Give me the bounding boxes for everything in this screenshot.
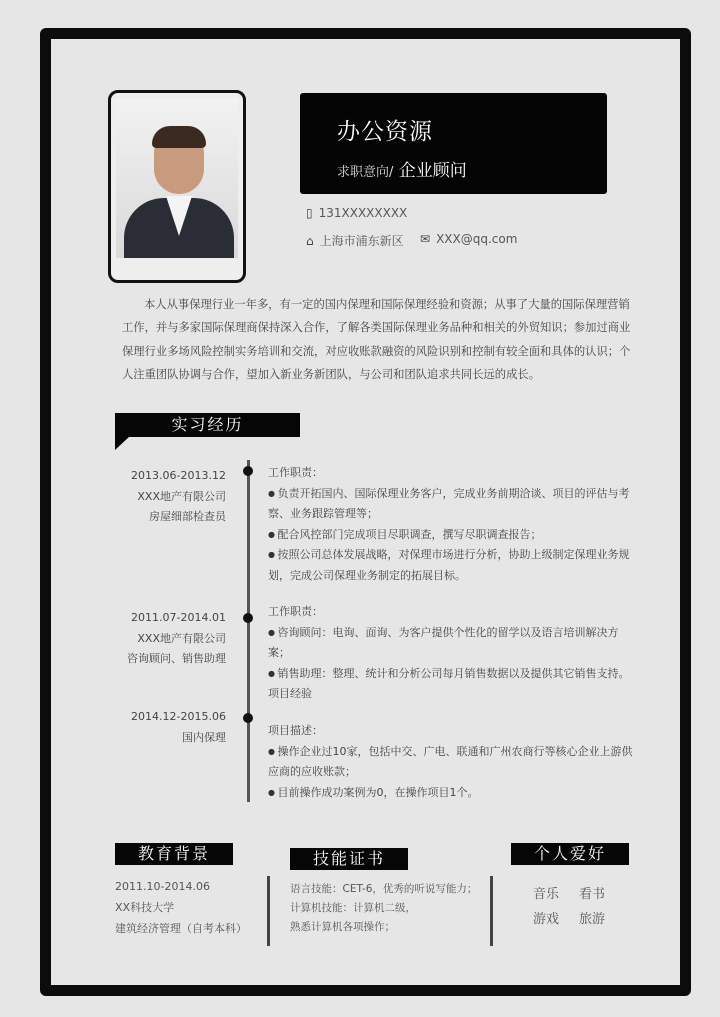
date: 2013.06-2013.12	[131, 469, 226, 482]
self-summary: 本人从事保理行业一年多，有一定的国内保理和国际保理经验和资源；从事了大量的国际保理营销工作，并与多家国际保理商保持深入合作，了解各类国际保理业务品种和相关的外贸知识；参加过商业保理行业多场风险控制实务培训和交流，对应收账款融资的风险识别和控制有较全面和具体的认识；个人注重团队协调与合作，望加入新业务新团队，与公司和团队追求共同长远的成长。	[122, 298, 631, 381]
bullet: ● 配合风控部门完成项目尽职调查，撰写尽职调查报告；	[268, 525, 633, 546]
mail-icon: ✉	[420, 232, 431, 246]
phone: 131XXXXXXXX	[318, 206, 408, 220]
divider	[490, 876, 493, 946]
edu-date: 2011.10-2014.06	[115, 880, 210, 893]
experience-meta	[131, 707, 226, 748]
name-box	[300, 93, 607, 194]
section-tab-triangle	[115, 437, 129, 450]
bullet: ● 按照公司总体发展战略，对保理市场进行分析，协助上级制定保理业务规划，完成公司保理业务制定的拓展目标。	[268, 545, 633, 586]
email: XXX@qq.com	[436, 232, 518, 246]
divider	[267, 876, 270, 946]
role: 房屋细部检查员	[149, 510, 226, 523]
intent-value: 企业顾问	[393, 161, 467, 181]
timeline-dot	[243, 713, 253, 723]
section-skills-title: 技能证书	[290, 848, 408, 870]
date: 2011.07-2014.01	[131, 611, 226, 624]
experience-meta	[127, 608, 226, 670]
skill-line: 熟悉计算机各项操作；	[290, 921, 395, 933]
heading: 工作职责：	[268, 466, 323, 479]
education-details	[115, 876, 247, 939]
section-subheading: 项目经验	[268, 687, 312, 700]
phone-row	[306, 206, 407, 220]
section-hobbies-title: 个人爱好	[511, 843, 629, 865]
section-education-title: 教育背景	[115, 843, 233, 865]
address: 上海市浦东新区	[319, 234, 404, 248]
experience-details	[268, 602, 633, 705]
bullet: ● 目前操作成功案例为0，在操作项目1个。	[268, 783, 633, 804]
profile-photo	[108, 90, 246, 283]
company: 国内保理	[182, 730, 226, 744]
section-experience-title: 实习经历	[115, 413, 300, 437]
hobby: 游戏	[533, 912, 560, 927]
edu-major: 建筑经济管理（自考本科）	[115, 922, 247, 935]
address-row	[306, 232, 404, 249]
timeline-dot	[243, 613, 253, 623]
company: XXX地产有限公司	[137, 631, 226, 645]
avatar	[116, 98, 238, 258]
hobby: 旅游	[579, 912, 606, 927]
candidate-name: 办公资源	[337, 119, 433, 145]
company: XXX地产有限公司	[137, 489, 226, 503]
email-row	[420, 232, 517, 246]
skill-line: 语言技能：CET-6，优秀的听说写能力；	[290, 883, 478, 895]
role: 咨询顾问、销售助理	[127, 652, 226, 665]
timeline-line	[247, 460, 250, 802]
bullet: ● 咨询顾问：电询、面询、为客户提供个性化的留学以及语言培训解决方案；	[268, 623, 633, 664]
hobby: 音乐	[533, 887, 560, 902]
hobbies-list	[533, 882, 625, 932]
edu-school: XX科技大学	[115, 901, 175, 914]
date: 2014.12-2015.06	[131, 710, 226, 723]
timeline-dot	[243, 466, 253, 476]
skills-details	[290, 880, 477, 937]
experience-meta	[131, 466, 226, 528]
experience-details	[268, 463, 633, 586]
skill-line: 计算机技能：计算机二级，	[290, 902, 416, 914]
bullet: ● 操作企业过10家，包括中交、广电、联通和广州农商行等核心企业上游供应商的应收账款；	[268, 742, 633, 783]
heading: 工作职责：	[268, 605, 323, 618]
home-icon: ⌂	[306, 233, 314, 248]
intent-label: 求职意向/	[337, 165, 394, 180]
phone-icon: ▯	[306, 206, 313, 220]
hobby: 看书	[579, 887, 606, 902]
experience-details	[268, 721, 633, 803]
heading: 项目描述：	[268, 724, 323, 737]
job-intent	[337, 156, 467, 181]
bullet: ● 负责开拓国内、国际保理业务客户，完成业务前期洽谈、项目的评估与考察、业务跟踪管理等；	[268, 484, 633, 525]
bullet: ● 销售助理：整理、统计和分析公司每月销售数据以及提供其它销售支持。	[268, 664, 633, 685]
